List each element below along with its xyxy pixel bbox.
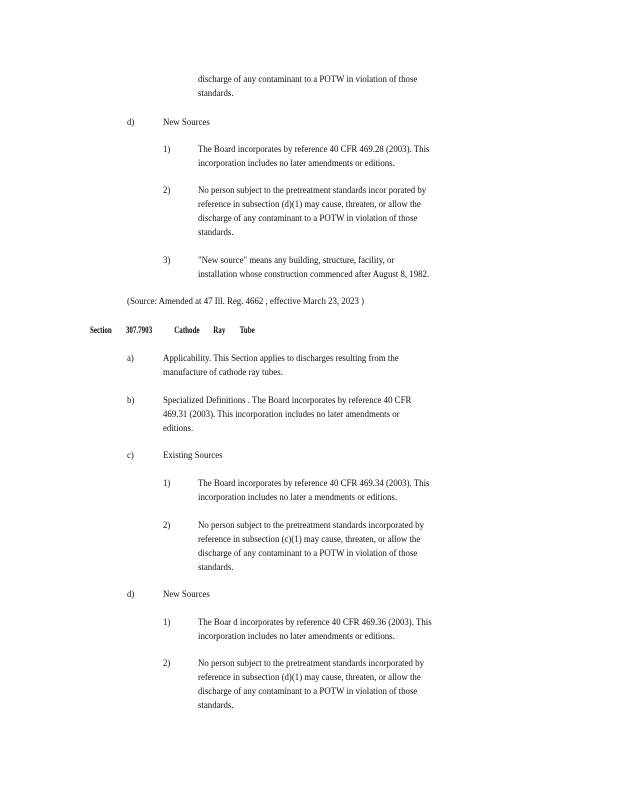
subsection-b-marker: b) [127, 395, 135, 406]
item-c2-marker: 2) [163, 520, 171, 531]
item-c1-marker: 1) [163, 478, 171, 489]
section-heading [90, 324, 255, 337]
section-number: 307.7903 [125, 325, 153, 335]
subsection-d2-title: New Sources [163, 589, 210, 600]
item-c2-line: reference in subsection (c)(1) may cause, threaten, or allow the [198, 534, 421, 545]
item-d2-1-line: The Boar d incorporates by reference 40 CFR 469.36 (2003). This [198, 617, 432, 628]
item-d3-marker: 3) [163, 255, 171, 266]
item-c2-line: No person subject to the pretreatment standards incorporated by [198, 520, 424, 531]
section-title-word: Ray [213, 325, 226, 335]
section-title-word: Cathode [174, 325, 200, 335]
subsection-d-marker: d) [127, 117, 135, 128]
item-d2-2-line: standards. [198, 700, 234, 711]
subsection-a-marker: a) [127, 353, 134, 364]
item-d3-line: "New source" means any building, structure, facility, or [198, 255, 395, 266]
item-d2-2-line: discharge of any contaminant to a POTW in violation of those [198, 686, 418, 697]
subsection-a-line: Applicability. This Section applies to discharges resulting from the [163, 353, 399, 364]
subsection-a-line: manufacture of cathode ray tubes. [163, 367, 283, 378]
item-d2-marker: 2) [163, 185, 171, 196]
item-d2-1-marker: 1) [163, 617, 171, 628]
item-c2-line: discharge of any contaminant to a POTW in violation of those [198, 548, 418, 559]
item-d3-line: installation whose construction commenced after August 8, 1982. [198, 269, 430, 280]
item-d2-2-marker: 2) [163, 658, 171, 669]
item-d2-1-line: incorporation includes no later amendments or editions. [198, 631, 395, 642]
subsection-b-line: editions. [163, 423, 194, 434]
subsection-c-marker: c) [127, 450, 134, 461]
intro-line-2: standards. [198, 88, 234, 99]
item-d2-line: standards. [198, 227, 234, 238]
section-label: Section [90, 325, 112, 335]
subsection-c-title: Existing Sources [163, 450, 223, 461]
item-d2-line: reference in subsection (d)(1) may cause, threaten, or allow the [198, 199, 421, 210]
section-title-word: Tube [239, 325, 255, 335]
subsection-d2-marker: d) [127, 589, 135, 600]
item-d2-line: No person subject to the pretreatment standards incor porated by [198, 185, 427, 196]
item-c1-line: incorporation includes no later a mendments or editions. [198, 492, 398, 503]
item-d2-2-line: reference in subsection (d)(1) may cause, threaten, or allow the [198, 672, 421, 683]
item-d1-marker: 1) [163, 144, 171, 155]
item-d1-line: incorporation includes no later amendments or editions. [198, 158, 395, 169]
intro-line-1: discharge of any contaminant to a POTW in violation of those [198, 74, 418, 85]
item-d2-2-line: No person subject to the pretreatment standards incorporated by [198, 658, 424, 669]
subsection-b-line: 469.31 (2003). This incorporation includes no later amendments or [163, 409, 400, 420]
item-d2-line: discharge of any contaminant to a POTW in violation of those [198, 213, 418, 224]
item-c1-line: The Board incorporates by reference 40 CFR 469.34 (2003). This [198, 478, 430, 489]
subsection-b-line: Specialized Definitions . The Board incorporates by reference 40 CFR [163, 395, 412, 406]
source-note: (Source: Amended at 47 Ill. Reg. 4662 , effective March 23, 2023 ) [127, 296, 365, 307]
subsection-d-title: New Sources [163, 117, 210, 128]
item-c2-line: standards. [198, 562, 234, 573]
item-d1-line: The Board incorporates by reference 40 CFR 469.28 (2003). This [198, 144, 430, 155]
